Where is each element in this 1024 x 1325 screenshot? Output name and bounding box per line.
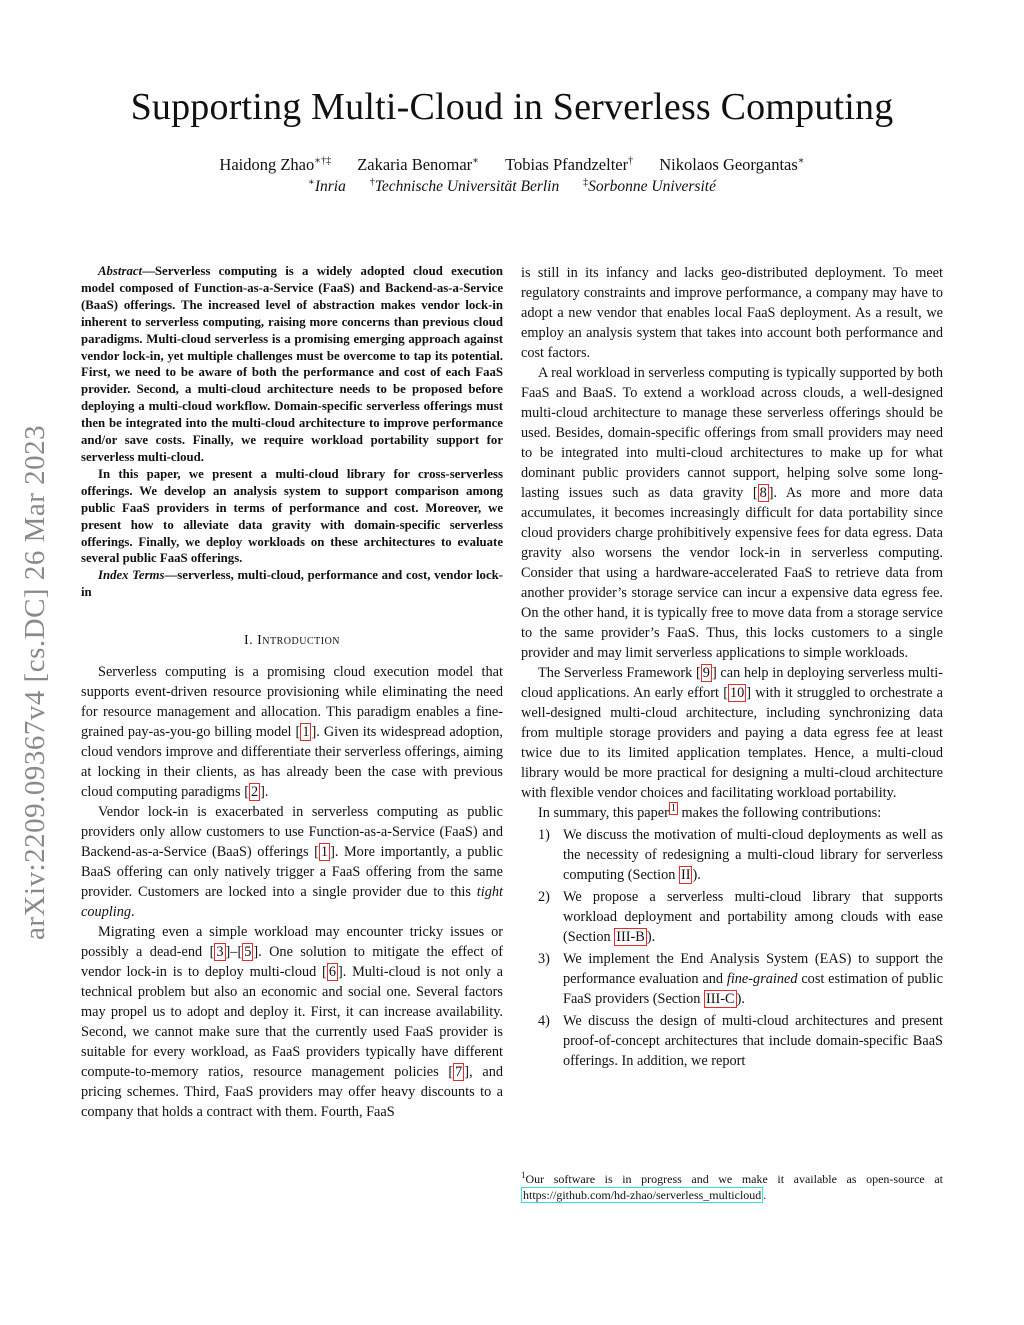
body-paragraph: Serverless computing is a promising cloud execution model that supports event-driven resource provisioning while eliminating the need for resource management and allocation. This paradigm enables a fine-grained pay-as-you-go billing model [ 1 ]. Given its widespread adoption, cloud vendors improve and differentiate their serverless offerings, aiming at locking in their clients, as has already been the case with previous cloud computing paradigms [ 2 ]. <box>81 664 503 801</box>
citation-link[interactable]: 1 <box>320 844 329 861</box>
body-paragraph: In summary, this paper $^1$ makes the following contributions: <box>538 803 882 821</box>
body-paragraph: A real workload in serverless computing is typically supported by both FaaS and BaaS. To extend a workload across clouds, a well-designed multi-cloud architecture to manage these serverless offerings should be used. Besides, domain-specific offerings from small providers may need to be integrated into multi-cloud architectures to make up for what dominant public providers cannot support, helping solve some long-lasting issues such as data gravity [ 8 ]. As more and more data accumulates, it becomes increasingly difficult for data portability since cloud providers charge prohibitively expensive fees for data egress. Data gravity also worsens the vendor lock-in in serverless computing. Consider that using a hardware-accelerated FaaS to retrieve data from another provider’s storage service can incur a expensive data egress fee. On the other hand, it is typically free to move data from a storage service to the same provider’s FaaS. Thus, this locks customers to a single provider and may limit serverless applications to simple workloads. <box>521 365 944 661</box>
section-heading: I. Introduction <box>243 633 341 649</box>
abstract <box>81 263 503 567</box>
section-link[interactable]: III-B <box>616 929 645 945</box>
author: Tobias Pfandzelter† <box>505 155 634 174</box>
author: Nikolaos Georgantas∗ <box>659 155 805 174</box>
citation-link[interactable]: 8 <box>759 485 767 501</box>
abstract-paragraph: Abstract—Serverless computing is a widely adopted cloud execution model composed of Function-as-a-Service (FaaS) and Backend-as-a-Service (BaaS) offerings. The increased level of abstraction makes vendor lock-in inherent to serverless computing, raising more concerns than previous cloud paradigms. Multi-cloud serverless is a promising emerging approach against vendor lock-in, yet multiple challenges must be overcome to tap its potential. First, we need to be aware of both the performance and cost of each FaaS provider. Second, a multi-cloud architecture needs to be proposed before deploying a multi-cloud workflow. Domain-specific serverless offerings must then be integrated into the multi-cloud architecture to improve performance and/or save costs. Finally, we require workload portability support for serverless multi-cloud. <box>81 264 503 464</box>
body-paragraph: is still in its infancy and lacks geo-distributed deployment. To meet regulatory constraints and improve performance, a company may have to adopt a new vendor that enables local FaaS deployment. As a result, we employ an analysis system that takes into account both performance and cost factors. <box>521 265 943 361</box>
affiliation: †Technische Universität Berlin <box>369 176 560 195</box>
affiliation: ∗Inria <box>308 176 346 195</box>
author: Haidong Zhao∗†‡ <box>219 155 332 174</box>
index-terms: Index Terms—serverless, multi-cloud, performance and cost, vendor lock-in <box>81 568 504 600</box>
section-link[interactable]: II <box>680 867 691 883</box>
citation-link[interactable]: 5 <box>244 944 252 961</box>
citation-link[interactable]: 7 <box>455 1064 463 1081</box>
list-item: 3) We implement the End Analysis System (EAS) to support the performance evaluation and fine-grained cost estimation of public FaaS providers (Section III-C ). <box>538 951 943 1007</box>
author-list <box>0 154 1024 176</box>
left-column <box>81 263 503 1122</box>
affiliation-list <box>0 177 1024 197</box>
right-column <box>521 263 943 1073</box>
body-paragraph: Vendor lock-in is exacerbated in serverless computing as public providers only allow customers to use Function-as-a-Service (FaaS) and Backend-as-a-Service (BaaS) offerings [ 1 ]. More importantly, a public BaaS offering can only natively trigger a FaaS offering from the same provider. Customers are locked into a single provider due to this tight coupling. <box>81 804 504 921</box>
author: Zakaria Benomar∗ <box>357 155 479 174</box>
contribution-list <box>521 825 943 1071</box>
affiliation: ‡Sorbonne Université <box>583 176 716 195</box>
citation-link[interactable]: 9 <box>702 665 710 681</box>
body-paragraph: The Serverless Framework [ 9 ] can help in deploying serverless multi-cloud applications. An early effort [ 10 ] with it struggled to orchestrate a well-designed multi-cloud architecture, including synchronizing data from multiple storage providers and paying a data egress fee at least twice due to its limited application templates. Hence, a multi-cloud library would be more practical for designing a multi-cloud architecture with flexible vendor choices and facilitating workload portability. <box>521 665 943 801</box>
list-item: 1) We discuss the motivation of multi-cloud deployments as well as the necessity of redesigning a multi-cloud library for serverless computing (Section II ). <box>538 827 943 883</box>
arxiv-stamp: arXiv:2209.09367v4 [cs.DC] 26 Mar 2023 <box>19 424 51 940</box>
citation-link[interactable]: 1 <box>302 724 310 741</box>
footnote: $^1$Our software is in progress and we make it available as open-source at https://github.com/hd-zhao/serverless_multicloud . <box>521 1170 943 1202</box>
section-link[interactable]: III-C <box>705 991 735 1007</box>
citation-link[interactable]: 2 <box>250 784 259 801</box>
list-item: 4) We discuss the design of multi-cloud architectures and present proof-of-concept architectures that include domain-specific BaaS offerings. In addition, we report <box>538 1013 943 1069</box>
paper-title: Supporting Multi-Cloud in Serverless Computing <box>130 86 894 128</box>
citation-link[interactable]: 3 <box>216 944 224 961</box>
body-paragraph: Migrating even a simple workload may encounter tricky issues or possibly a dead-end [ 3 ]–[ 5 ]. One solution to mitigate the effect of vendor lock-in is to deploy multi-cloud [ 6 ]. Multi-cloud is not only a technical problem but also an economic and social one. Several factors may propel us to adopt and deploy it. First, it can increase availability. Second, we cannot make sure that the currently used FaaS provider is suitable for every workload, as FaaS providers typically have different compute-to-memory ratios, resource management policies [ 7 ], and pricing schemes. Third, FaaS providers may offer heavy discounts to a company that holds a contract with them. Fourth, FaaS <box>81 924 503 1121</box>
citation-link[interactable]: 10 <box>729 685 745 701</box>
list-item: 2) We propose a serverless multi-cloud library that supports workload deployment and portability among clouds with ease (Section III-B ). <box>538 889 943 945</box>
citation-link[interactable]: 6 <box>328 964 336 981</box>
abstract-paragraph: In this paper, we present a multi-cloud library for cross-serverless offerings. We develop an analysis system to support comparison among public FaaS providers in terms of performance and cost. Moreover, we present how to alleviate data gravity with domain-specific serverless offerings. Finally, we deploy workloads on these architectures to evaluate several public FaaS offerings. <box>81 466 503 566</box>
footnote-link[interactable]: 1 <box>670 803 676 815</box>
repository-link[interactable]: https://github.com/hd-zhao/serverless_multicloud <box>523 1188 762 1202</box>
